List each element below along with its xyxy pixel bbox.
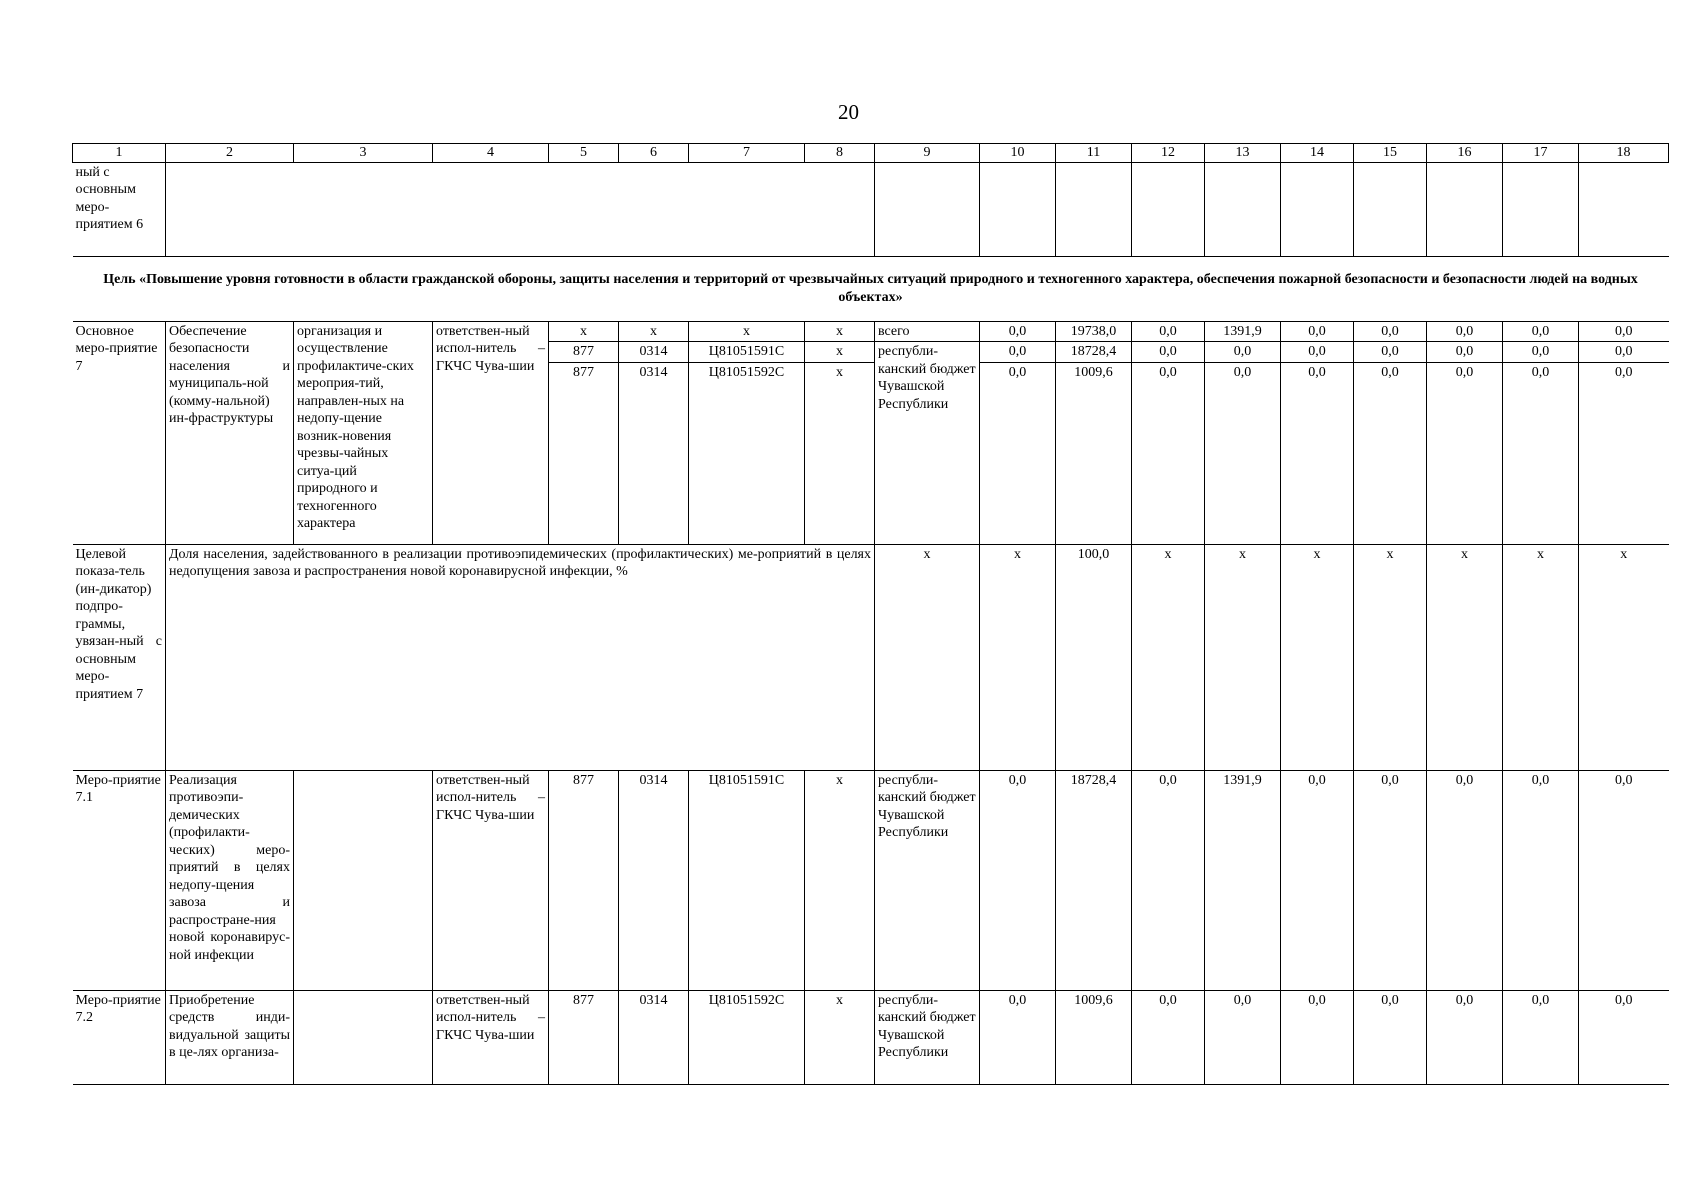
amount-cell: 1009,6 <box>1056 990 1132 1084</box>
expense-type: x <box>805 342 875 363</box>
amount-cell: 0,0 <box>1354 362 1427 544</box>
amount-cell: 0,0 <box>1205 362 1281 544</box>
column-number: 17 <box>1503 144 1579 163</box>
expense-type: x <box>805 770 875 990</box>
column-number: 7 <box>689 144 805 163</box>
column-number: 8 <box>805 144 875 163</box>
amount-cell: 0,0 <box>1281 321 1354 342</box>
column-number: 9 <box>875 144 980 163</box>
amount-cell: 0,0 <box>1427 321 1503 342</box>
amount-cell: 0,0 <box>1281 770 1354 990</box>
amount-cell: 0,0 <box>1132 342 1205 363</box>
indicator-value: x <box>1427 544 1503 770</box>
amount-cell: 0,0 <box>980 362 1056 544</box>
amount-cell: 0,0 <box>980 990 1056 1084</box>
indicator-row <box>73 544 1669 770</box>
section-code: 0314 <box>619 342 689 363</box>
column-number: 4 <box>433 144 549 163</box>
event-description <box>294 770 433 990</box>
amount-cell: 0,0 <box>1354 342 1427 363</box>
amount-cell: 0,0 <box>1427 770 1503 990</box>
amount-cell: 0,0 <box>1579 342 1669 363</box>
section-code: 0314 <box>619 770 689 990</box>
main-event-description: организация и осуществление профилактиче-ских мероприя-тий, направлен-ных на недопу-щение возник-новения чрезвы-чайных ситуа-ций природного и техногенного характера <box>294 321 433 544</box>
funding-source: республи-канский бюджет Чувашской Республики <box>875 990 980 1084</box>
amount-cell: 0,0 <box>1427 362 1503 544</box>
event-row <box>73 990 1669 1084</box>
column-number: 6 <box>619 144 689 163</box>
funding-source: республи-канский бюджет Чувашской Республики <box>875 770 980 990</box>
column-number: 13 <box>1205 144 1281 163</box>
indicator-value: x <box>980 544 1056 770</box>
indicator-value: x <box>1579 544 1669 770</box>
amount-cell: 0,0 <box>1579 770 1669 990</box>
amount-cell: 18728,4 <box>1056 770 1132 990</box>
amount-cell: 0,0 <box>980 342 1056 363</box>
section-code: 0314 <box>619 990 689 1084</box>
amount-cell: 0,0 <box>1132 990 1205 1084</box>
amount-cell: 19738,0 <box>1056 321 1132 342</box>
main-event-label: Основное меро-приятие 7 <box>73 321 166 544</box>
continuation-label: ный с основным меро-приятием 6 <box>73 162 166 256</box>
amount-cell: 0,0 <box>1205 990 1281 1084</box>
amount-cell: 0,0 <box>1427 990 1503 1084</box>
budget-code: 877 <box>549 770 619 990</box>
funding-source: республи-канский бюджет Чувашской Республики <box>875 342 980 545</box>
event-title: Реализация противоэпи-демических (профилакти-ческих) меро-приятий в целях недопу-щения завоза и распростране-ния новой коронавирус-ной инфекции <box>166 770 294 990</box>
amount-cell: 0,0 <box>1579 990 1669 1084</box>
amount-cell: 0,0 <box>1427 342 1503 363</box>
column-number: 3 <box>294 144 433 163</box>
column-number: 12 <box>1132 144 1205 163</box>
event-executor: ответствен-ный испол-нитель – ГКЧС Чува-шии <box>433 770 549 990</box>
expense-type: x <box>805 990 875 1084</box>
section-code: x <box>619 321 689 342</box>
target-code: Ц81051591С <box>689 770 805 990</box>
goal-text: Цель «Повышение уровня готовности в области гражданской обороны, защиты населения и территорий от чрезвычайных ситуаций природного и техногенного характера, обеспечения пожарной безопасности и безопасности людей на водных объектах» <box>73 256 1669 321</box>
amount-cell: 0,0 <box>1503 342 1579 363</box>
indicator-value: x <box>1503 544 1579 770</box>
amount-cell: 0,0 <box>1503 321 1579 342</box>
amount-cell: 1391,9 <box>1205 321 1281 342</box>
main-event-row <box>73 321 1669 342</box>
column-number: 11 <box>1056 144 1132 163</box>
target-code: Ц81051592С <box>689 990 805 1084</box>
amount-cell: 0,0 <box>1503 990 1579 1084</box>
main-event-title: Обеспечение безопасности населения и муниципаль-ной (комму-нальной) ин-фраструктуры <box>166 321 294 544</box>
column-number: 5 <box>549 144 619 163</box>
amount-cell: 0,0 <box>1579 321 1669 342</box>
amount-cell: 1009,6 <box>1056 362 1132 544</box>
main-event-executor: ответствен-ный испол-нитель – ГКЧС Чува-шии <box>433 321 549 544</box>
column-number-row <box>73 144 1669 163</box>
column-number: 16 <box>1427 144 1503 163</box>
event-label: Меро-приятие 7.1 <box>73 770 166 990</box>
amount-cell: 0,0 <box>1205 342 1281 363</box>
continuation-row <box>73 162 1669 256</box>
column-number: 2 <box>166 144 294 163</box>
indicator-label: Целевой показа-тель (ин-дикатор) подпро-граммы, увязан-ный с основным меро-приятием 7 <box>73 544 166 770</box>
amount-cell: 0,0 <box>980 770 1056 990</box>
expense-type: x <box>805 362 875 544</box>
amount-cell: 0,0 <box>1503 362 1579 544</box>
budget-code: 877 <box>549 990 619 1084</box>
event-executor: ответствен-ный испол-нитель – ГКЧС Чува-шии <box>433 990 549 1084</box>
amount-cell: 1391,9 <box>1205 770 1281 990</box>
amount-cell: 0,0 <box>1579 362 1669 544</box>
column-number: 14 <box>1281 144 1354 163</box>
amount-cell: 0,0 <box>1354 990 1427 1084</box>
budget-code: 877 <box>549 342 619 363</box>
budget-code: 877 <box>549 362 619 544</box>
indicator-value: x <box>1132 544 1205 770</box>
budget-code: x <box>549 321 619 342</box>
indicator-value: x <box>1281 544 1354 770</box>
funding-source: всего <box>875 321 980 342</box>
column-number: 18 <box>1579 144 1669 163</box>
event-title: Приобретение средств инди-видуальной защиты в це-лях организа- <box>166 990 294 1084</box>
amount-cell: 0,0 <box>1354 321 1427 342</box>
target-code: Ц81051591С <box>689 342 805 363</box>
column-number: 15 <box>1354 144 1427 163</box>
amount-cell: 0,0 <box>1503 770 1579 990</box>
section-code: 0314 <box>619 362 689 544</box>
indicator-text: Доля населения, задействованного в реализации противоэпидемических (профилактических) ме-роприятий в целях недопущения завоза и распространения новой коронавирусной инфекции, % <box>166 544 875 770</box>
event-label: Меро-приятие 7.2 <box>73 990 166 1084</box>
indicator-value: 100,0 <box>1056 544 1132 770</box>
indicator-value: x <box>1354 544 1427 770</box>
expense-type: x <box>805 321 875 342</box>
continuation-empty <box>166 162 875 256</box>
amount-cell: 0,0 <box>1281 342 1354 363</box>
indicator-value: x <box>1205 544 1281 770</box>
page-number: 20 <box>838 100 859 124</box>
goal-row <box>73 256 1669 321</box>
indicator-value: x <box>875 544 980 770</box>
column-number: 10 <box>980 144 1056 163</box>
amount-cell: 0,0 <box>1281 990 1354 1084</box>
target-code: Ц81051592С <box>689 362 805 544</box>
amount-cell: 0,0 <box>1354 770 1427 990</box>
amount-cell: 0,0 <box>1132 362 1205 544</box>
amount-cell: 0,0 <box>1132 321 1205 342</box>
event-description <box>294 990 433 1084</box>
program-table <box>72 143 1669 1085</box>
amount-cell: 18728,4 <box>1056 342 1132 363</box>
column-number: 1 <box>73 144 166 163</box>
amount-cell: 0,0 <box>1281 362 1354 544</box>
amount-cell: 0,0 <box>1132 770 1205 990</box>
target-code: x <box>689 321 805 342</box>
amount-cell: 0,0 <box>980 321 1056 342</box>
event-row <box>73 770 1669 990</box>
